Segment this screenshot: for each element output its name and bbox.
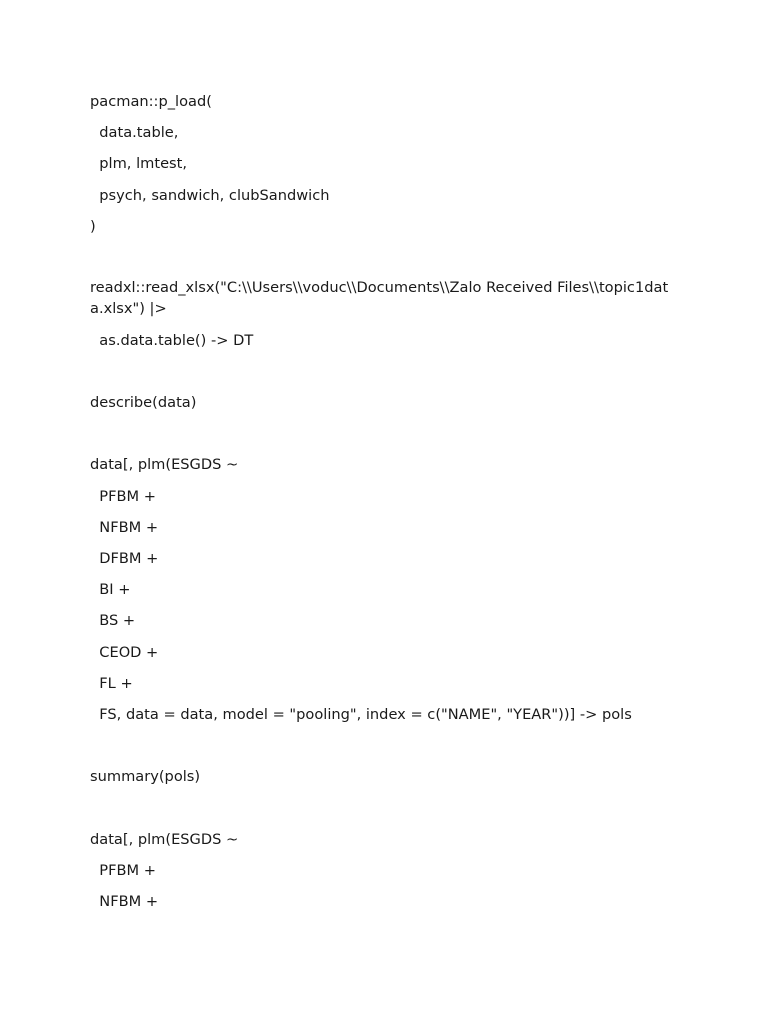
code-line: summary(pols): [90, 768, 201, 786]
code-line: describe(data): [90, 394, 197, 411]
code-line: PFBM +: [90, 487, 156, 505]
code-line: FL +: [90, 674, 133, 692]
code-line: as.data.table() -> DT: [90, 331, 254, 349]
blank-line: [90, 797, 680, 828]
code-line: data[, plm(ESGDS ~: [90, 830, 239, 848]
code-line: FS, data = data, model = "pooling", index = c("NAME", "YEAR"))] -> pols: [90, 705, 632, 723]
code-line: NFBM +: [90, 893, 159, 910]
code-line: CEOD +: [90, 643, 159, 661]
code-line: readxl::read_xlsx("C:\\Users\\voduc\\Documents\\Zalo Received Files\\topic1data.xlsx") |>: [90, 279, 669, 317]
blank-line: [90, 735, 680, 766]
code-text-block: [90, 91, 680, 922]
code-line: data[, plm(ESGDS ~: [90, 456, 239, 474]
code-line: plm, lmtest,: [90, 155, 188, 173]
code-line: NFBM +: [90, 518, 159, 536]
code-line: DFBM +: [90, 549, 159, 567]
blank-line: [90, 361, 680, 392]
blank-line: [90, 423, 680, 454]
blank-line: [90, 247, 680, 278]
code-line: ): [90, 217, 96, 235]
code-line: pacman::p_load(: [90, 93, 212, 110]
code-line: BS +: [90, 612, 136, 630]
code-line: BI +: [90, 581, 131, 599]
code-line: PFBM +: [90, 861, 156, 879]
code-line: data.table,: [90, 124, 179, 142]
code-line: psych, sandwich, clubSandwich: [90, 186, 330, 204]
